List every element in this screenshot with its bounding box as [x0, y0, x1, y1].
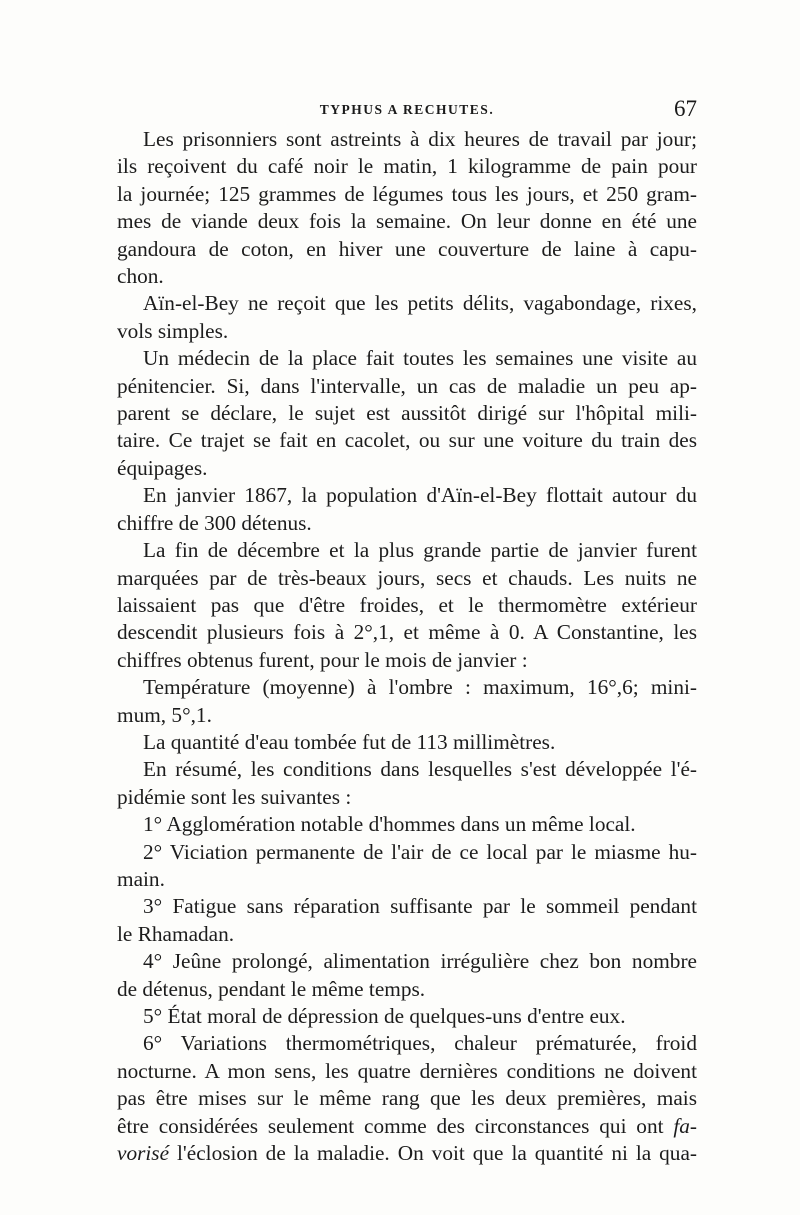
text-line: La fin de décembre et la plus grande partie de janvier furent [143, 538, 697, 563]
text-line: la journée; 125 grammes de légumes tous les jours, et 250 gram- [117, 181, 697, 206]
text-line: Un médecin de la place fait toutes les semaines une visite au [143, 346, 697, 371]
text-line: pénitencier. Si, dans l'intervalle, un cas de maladie un peu ap- [117, 373, 697, 398]
text-line: vols simples. [117, 318, 229, 343]
text-line: 6° Variations thermométriques, chaleur prématurée, froid [143, 1031, 697, 1056]
text-line: le Rhamadan. [117, 921, 235, 946]
paragraph [117, 1003, 697, 1030]
text-line: laissaient pas que d'être froides, et le thermomètre extérieur [117, 592, 697, 617]
text-line: Aïn-el-Bey ne reçoit que les petits délits, vagabondage, rixes, [143, 291, 697, 316]
text-line: descendit plusieurs fois à 2°,1, et même à 0. A Constantine, les [117, 620, 697, 645]
paragraph [117, 1030, 697, 1167]
text-line: En janvier 1867, la population d'Aïn-el-Bey flottait autour du [143, 483, 697, 508]
text-line: pas être mises sur le même rang que les deux premières, mais [117, 1086, 697, 1111]
text-line: La quantité d'eau tombée fut de 113 millimètres. [143, 729, 556, 754]
text-line: pidémie sont les suivantes : [117, 784, 352, 809]
text-line: équipages. [117, 455, 208, 480]
paragraph [117, 756, 697, 811]
text-line: 3° Fatigue sans réparation suffisante par le sommeil pendant [143, 894, 697, 919]
text-line: mum, 5°,1. [117, 702, 212, 727]
paragraph [117, 345, 697, 482]
text-line: vorisé l'éclosion de la maladie. On voit que la quantité ni la qua- [117, 1141, 697, 1166]
paragraph [117, 126, 697, 290]
text-line: chiffres obtenus furent, pour le mois de janvier : [117, 647, 528, 672]
text-line: taire. Ce trajet se fait en cacolet, ou sur une voiture du train des [117, 428, 697, 453]
paragraph [117, 674, 697, 729]
text-line: être considérées seulement comme des circonstances qui ont fa- [117, 1113, 697, 1138]
paragraph [117, 839, 697, 894]
text-line: mes de viande deux fois la semaine. On leur donne en été une [117, 209, 697, 234]
paragraph [117, 290, 697, 345]
text-line: de détenus, pendant le même temps. [117, 976, 426, 1001]
text-line: 5° État moral de dépression de quelques-uns d'entre eux. [143, 1004, 626, 1028]
text-line: chiffre de 300 détenus. [117, 510, 312, 535]
paragraph [117, 729, 697, 756]
paragraph [117, 811, 697, 838]
text-line: gandoura de coton, en hiver une couverture de laine à capu- [117, 236, 697, 261]
text-line: parent se déclare, le sujet est aussitôt dirigé sur l'hôpital mili- [117, 401, 697, 426]
text-line: Température (moyenne) à l'ombre : maximum, 16°,6; mini- [143, 675, 697, 700]
page-number: 67 [674, 96, 697, 121]
text-line: chon. [117, 264, 164, 289]
text-line: 2° Viciation permanente de l'air de ce local par le miasme hu- [143, 839, 697, 864]
text-line: main. [117, 866, 165, 891]
paragraph [117, 948, 697, 1003]
text-line: ils reçoivent du café noir le matin, 1 kilogramme de pain pour [117, 154, 697, 179]
text-line: Les prisonniers sont astreints à dix heures de travail par jour; [143, 127, 697, 151]
running-head [117, 96, 697, 126]
text-line: 4° Jeûne prolongé, alimentation irrégulière chez bon nombre [143, 949, 697, 974]
text-line: En résumé, les conditions dans lesquelles s'est développée l'é- [143, 757, 697, 782]
text-line: marquées par de très-beaux jours, secs et chauds. Les nuits ne [117, 565, 697, 590]
paragraph [117, 893, 697, 948]
paragraph [117, 537, 697, 674]
running-title: TYPHUS A RECHUTES. [319, 102, 495, 117]
body-text [117, 126, 697, 1167]
text-line: nocturne. A mon sens, les quatre dernières conditions ne doivent [117, 1058, 697, 1083]
paragraph [117, 482, 697, 537]
text-line: 1° Agglomération notable d'hommes dans un même local. [143, 812, 636, 837]
